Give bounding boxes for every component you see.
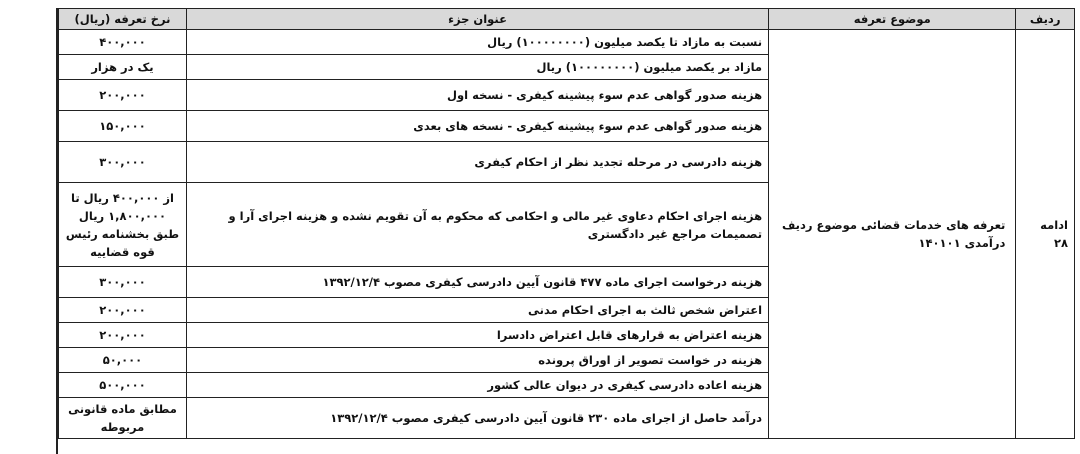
rate-cell: ۳۰۰,۰۰۰: [59, 267, 187, 298]
tariff-table: [58, 8, 1075, 439]
item-cell: نسبت به مازاد تا یکصد میلیون (۱۰۰۰۰۰۰۰۰) ریال: [186, 30, 768, 55]
item-cell: هزینه صدور گواهی عدم سوء پیشینه کیفری - نسخه های بعدی: [186, 111, 768, 142]
item-cell: اعتراض شخص ثالث به اجرای احکام مدنی: [186, 298, 768, 323]
item-cell: هزینه اعتراض به قرارهای قابل اعتراض دادسرا: [186, 323, 768, 348]
item-cell: هزینه اعاده دادرسی کیفری در دیوان عالی کشور: [186, 373, 768, 398]
item-cell: هزینه در خواست تصویر از اوراق پرونده: [186, 348, 768, 373]
rate-cell: یک در هزار: [59, 55, 187, 80]
table-header-row: [59, 9, 1075, 30]
item-cell: هزینه درخواست اجرای ماده ۴۷۷ قانون آیین دادرسی کیفری مصوب ۱۳۹۲/۱۲/۴: [186, 267, 768, 298]
row-number-cell: ادامه ۲۸: [1016, 30, 1075, 439]
header-subject: موضوع تعرفه: [769, 9, 1016, 30]
rate-cell: ۲۰۰,۰۰۰: [59, 80, 187, 111]
item-cell: هزینه اجرای احکام دعاوی غیر مالی و احکامی که محکوم به آن تقویم نشده و هزینه اجرای آرا و تصمیمات مراجع غیر دادگستری: [186, 183, 768, 267]
rate-cell: ۲۰۰,۰۰۰: [59, 323, 187, 348]
rate-cell: ۱۵۰,۰۰۰: [59, 111, 187, 142]
rate-cell: ۵۰,۰۰۰: [59, 348, 187, 373]
rate-cell: مطابق ماده قانونی مربوطه: [59, 398, 187, 439]
rate-cell: ۴۰۰,۰۰۰: [59, 30, 187, 55]
item-cell: هزینه دادرسی در مرحله تجدید نظر از احکام کیفری: [186, 142, 768, 183]
rate-cell: ۲۰۰,۰۰۰: [59, 298, 187, 323]
header-item-title: عنوان جزء: [186, 9, 768, 30]
rate-cell: ۵۰۰,۰۰۰: [59, 373, 187, 398]
item-cell: مازاد بر یکصد میلیون (۱۰۰۰۰۰۰۰۰) ریال: [186, 55, 768, 80]
item-cell: درآمد حاصل از اجرای ماده ۲۳۰ قانون آیین دادرسی کیفری مصوب ۱۳۹۲/۱۲/۴: [186, 398, 768, 439]
rate-cell: ۳۰۰,۰۰۰: [59, 142, 187, 183]
header-rate: نرخ تعرفه (ریال): [59, 9, 187, 30]
header-row-number: ردیف: [1016, 9, 1075, 30]
subject-cell: تعرفه های خدمات قضائی موضوع ردیف درآمدی ۱۴۰۱۰۱: [769, 30, 1016, 439]
rate-cell: از ۴۰۰,۰۰۰ ریال تا ۱,۸۰۰,۰۰۰ ریال طبق بخشنامه رئیس قوه قضاییه: [59, 183, 187, 267]
table-row: [59, 30, 1075, 55]
item-cell: هزینه صدور گواهی عدم سوء پیشینه کیفری - نسخه اول: [186, 80, 768, 111]
